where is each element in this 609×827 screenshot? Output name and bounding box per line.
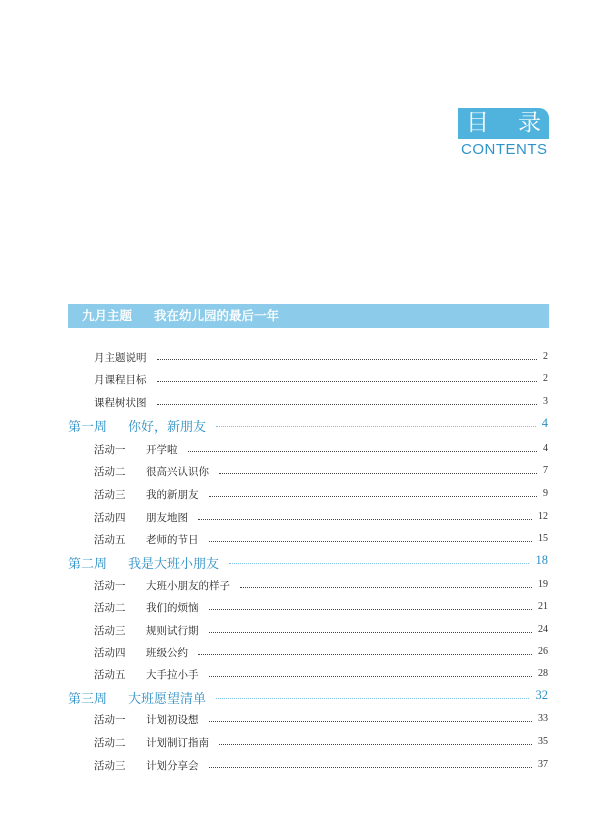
week-label: 第二周 [68, 557, 108, 572]
activity-label: 活动二 [94, 602, 126, 614]
dot-leader [216, 698, 529, 699]
toc-week-row[interactable] [0, 415, 609, 435]
toc-entry-row[interactable] [0, 369, 609, 389]
dot-leader [188, 451, 537, 452]
dot-leader [209, 721, 532, 722]
week-title: 我是大班小朋友 [128, 557, 220, 572]
toc-entry-row[interactable] [0, 597, 609, 617]
toc-entry-row[interactable] [0, 732, 609, 752]
page-number: 3 [543, 396, 548, 407]
toc-title-box [458, 108, 549, 139]
week-title: 你好，新朋友 [128, 420, 207, 435]
dot-leader [198, 654, 532, 655]
toc-entry-row[interactable] [0, 484, 609, 504]
toc-entry-title: 月课程目标 [94, 374, 147, 386]
dot-leader [157, 381, 537, 382]
activity-label: 活动四 [94, 512, 126, 524]
activity-title: 规则试行期 [146, 625, 199, 637]
month-theme-bar [68, 304, 549, 328]
activity-label: 活动三 [94, 760, 126, 772]
page-number: 21 [538, 601, 548, 612]
dot-leader [209, 676, 532, 677]
page-number: 12 [538, 511, 548, 522]
activity-title: 计划分享会 [146, 760, 199, 772]
activity-label: 活动一 [94, 714, 126, 726]
page-number: 19 [538, 579, 548, 590]
activity-title: 大班小朋友的样子 [146, 580, 230, 592]
activity-title: 我的新朋友 [146, 489, 199, 501]
month-theme-title: 我在幼儿园的最后一年 [154, 308, 280, 323]
page-number: 4 [541, 416, 548, 430]
page-number: 33 [538, 713, 548, 724]
dot-leader [157, 404, 537, 405]
toc-week-row[interactable] [0, 687, 609, 707]
toc-entry-row[interactable] [0, 439, 609, 459]
dot-leader [209, 632, 532, 633]
dot-leader [157, 359, 537, 360]
page-number: 2 [543, 373, 548, 384]
dot-leader [198, 519, 532, 520]
dot-leader [219, 744, 532, 745]
toc-entry-title: 课程树状图 [94, 397, 147, 409]
page-number: 28 [538, 668, 548, 679]
dot-leader [216, 426, 536, 427]
toc-title-char-2: 录 [518, 110, 542, 136]
toc-entry-row[interactable] [0, 755, 609, 775]
week-label: 第一周 [68, 420, 108, 435]
toc-header [458, 108, 608, 164]
page-number: 26 [538, 646, 548, 657]
activity-title: 计划初设想 [146, 714, 199, 726]
activity-label: 活动二 [94, 737, 126, 749]
contents-subtitle: CONTENTS [461, 141, 548, 158]
activity-label: 活动二 [94, 466, 126, 478]
activity-label: 活动三 [94, 489, 126, 501]
dot-leader [219, 473, 537, 474]
page-number: 15 [538, 533, 548, 544]
toc-entry-row[interactable] [0, 664, 609, 684]
page-number: 9 [543, 488, 548, 499]
toc-entry-row[interactable] [0, 642, 609, 662]
toc-entry-row[interactable] [0, 392, 609, 412]
toc-entry-row[interactable] [0, 575, 609, 595]
activity-title: 很高兴认识你 [146, 466, 209, 478]
toc-week-row[interactable] [0, 552, 609, 572]
page-number: 35 [538, 736, 548, 747]
week-title: 大班愿望清单 [128, 692, 207, 707]
activity-title: 开学啦 [146, 444, 178, 456]
dot-leader [209, 541, 532, 542]
toc-entry-row[interactable] [0, 620, 609, 640]
page-number: 7 [543, 465, 548, 476]
dot-leader [209, 767, 532, 768]
activity-title: 朋友地图 [146, 512, 188, 524]
page-number: 24 [538, 624, 548, 635]
activity-label: 活动一 [94, 444, 126, 456]
activity-label: 活动五 [94, 534, 126, 546]
dot-leader [240, 587, 532, 588]
activity-label: 活动一 [94, 580, 126, 592]
activity-title: 我们的烦恼 [146, 602, 199, 614]
activity-title: 计划制订指南 [146, 737, 209, 749]
page-number: 32 [535, 688, 548, 702]
toc-entry-row[interactable] [0, 529, 609, 549]
activity-title: 老师的节日 [146, 534, 199, 546]
dot-leader [229, 563, 529, 564]
page-number: 4 [543, 443, 548, 454]
toc-entry-row[interactable] [0, 507, 609, 527]
toc-entry-row[interactable] [0, 709, 609, 729]
page-number: 37 [538, 759, 548, 770]
toc-entry-row[interactable] [0, 461, 609, 481]
page-number: 2 [543, 351, 548, 362]
activity-title: 大手拉小手 [146, 669, 199, 681]
activity-label: 活动三 [94, 625, 126, 637]
page-number: 18 [535, 553, 548, 567]
dot-leader [209, 609, 532, 610]
toc-title-char-1: 目 [466, 110, 490, 136]
activity-label: 活动五 [94, 669, 126, 681]
toc-entry-title: 月主题说明 [94, 352, 147, 364]
activity-title: 班级公约 [146, 647, 188, 659]
dot-leader [209, 496, 537, 497]
week-label: 第三周 [68, 692, 108, 707]
activity-label: 活动四 [94, 647, 126, 659]
toc-entry-row[interactable] [0, 347, 609, 367]
month-theme-label: 九月主题 [82, 308, 133, 323]
